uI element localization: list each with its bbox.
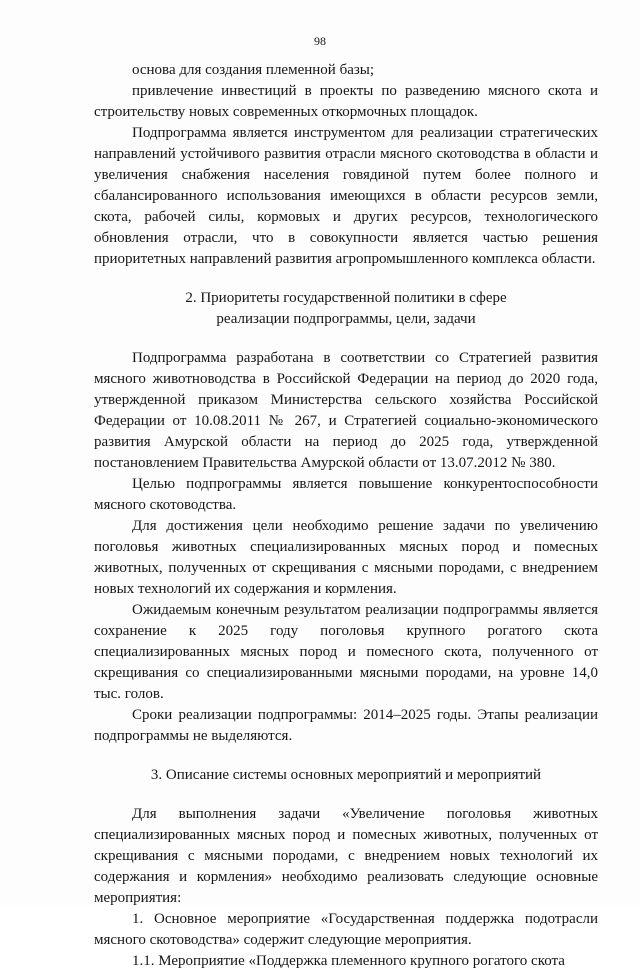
- section-2-paragraph-5: Сроки реализации подпрограммы: 2014–2025 годы. Этапы реализации подпрограммы не выделяются.: [94, 707, 598, 744]
- page-content: [94, 60, 598, 972]
- section-3-heading: 3. Описание системы основных мероприятий и мероприятий: [150, 767, 542, 783]
- section-2-heading-line-2: реализации подпрограммы, цели, задачи: [216, 311, 476, 327]
- section-2-paragraph-3: Для достижения цели необходимо решение задачи по увеличению поголовья животных специализированных мясных пород и помесных животных, полученных от скрещивания с мясными породами, с внедрением новых технологий их содержания и кормления.: [94, 518, 598, 597]
- page-number: 98: [314, 34, 326, 48]
- section-3-paragraph-2: 1. Основное мероприятие «Государственная поддержка подотрасли мясного скотоводства» содержит следующие мероприятия.: [94, 911, 598, 948]
- section-2-heading-line-1: 2. Приоритеты государственной политики в сфере: [185, 290, 507, 306]
- intro-paragraph-2: привлечение инвестиций в проекты по разведению мясного скота и строительству новых современных откормочных площадок.: [94, 83, 598, 120]
- intro-paragraph-1: основа для создания племенной базы;: [132, 62, 375, 78]
- section-2-paragraph-4: Ожидаемым конечным результатом реализации подпрограммы является сохранение к 2025 году поголовья крупного рогатого скота специализированных мясных пород и помесного скота, полученного от скрещивания со специализированными мясными породами, на уровне 14,0 тыс. голов.: [94, 602, 598, 702]
- section-3-paragraph-1: Для выполнения задачи «Увеличение поголовья животных специализированных мясных пород и помесных животных, полученных от скрещивания с мясными породами, с внедрением новых технологий их содержания и кормления» необходимо реализовать следующие основные мероприятия:: [94, 806, 598, 906]
- section-2-paragraph-2: Целью подпрограммы является повышение конкурентоспособности мясного скотоводства.: [94, 476, 598, 513]
- intro-paragraph-3: Подпрограмма является инструментом для реализации стратегических направлений устойчивого развития отрасли мясного скотоводства в области и увеличения снабжения населения говядиной путем более полного и сбалансированного использования имеющихся в области ресурсов земли, скота, рабочей силы, кормовых и других ресурсов, технологического обновления отрасли, что в совокупности является частью решения приоритетных направлений развития агропромышленного комплекса области.: [94, 125, 598, 267]
- section-3-paragraph-3: 1.1. Мероприятие «Поддержка племенного крупного рогатого скота: [132, 953, 565, 969]
- section-2-paragraph-1: Подпрограмма разработана в соответствии со Стратегией развития мясного животноводства в Российской Федерации на период до 2020 года, утвержденной приказом Министерства сельского хозяйства Российской Федерации от 10.08.2011 № 267, и Стратегией социально-экономического развития Амурской области на период до 2025 года, утвержденной постановлением Правительства Амурской области от 13.07.2012 № 380.: [94, 350, 598, 471]
- section-2-heading: [94, 288, 598, 330]
